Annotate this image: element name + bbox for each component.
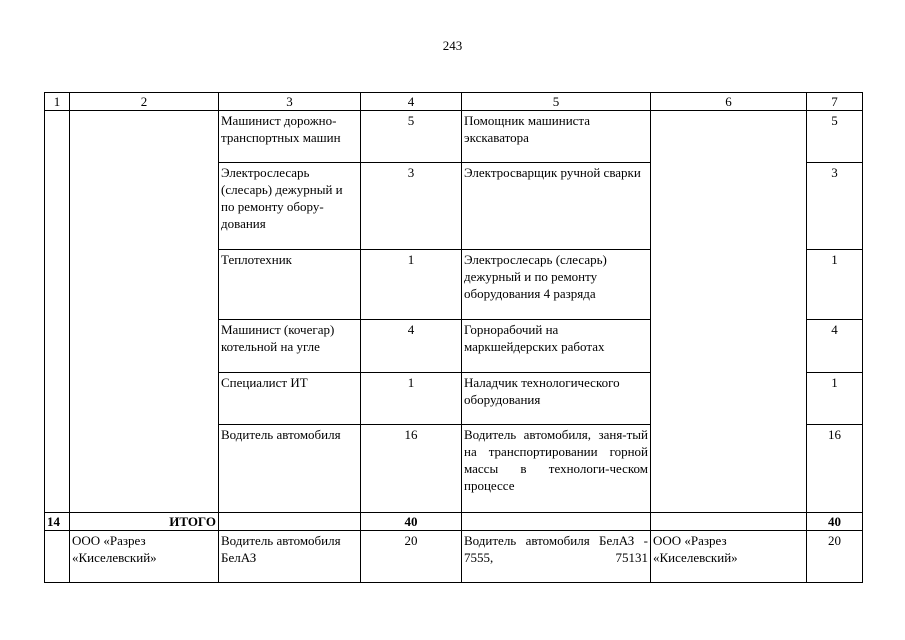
- merged-cell-col1: [45, 111, 70, 513]
- count-cell: 20: [361, 531, 462, 583]
- organization-cell: ООО «Разрез «Киселевский»: [651, 531, 807, 583]
- profession-cell: Машинист (кочегар) котельной на угле: [219, 320, 361, 373]
- profession-cell: Водитель автомобиля, заня-тый на транспортировании горной массы в технологи-ческом процессе: [462, 425, 651, 513]
- count-cell: 5: [807, 111, 863, 163]
- total-empty-cell: [462, 513, 651, 531]
- column-header: 1: [45, 93, 70, 111]
- profession-cell: Наладчик технологического оборудования: [462, 373, 651, 425]
- column-header: 6: [651, 93, 807, 111]
- column-header: 5: [462, 93, 651, 111]
- count-cell: 1: [361, 373, 462, 425]
- column-header: 7: [807, 93, 863, 111]
- count-cell: 20: [807, 531, 863, 583]
- count-cell: 3: [361, 163, 462, 250]
- staff-table: [44, 92, 863, 583]
- count-cell: 16: [807, 425, 863, 513]
- total-count: 40: [361, 513, 462, 531]
- empty-cell: [45, 531, 70, 583]
- total-empty-cell: [651, 513, 807, 531]
- profession-cell: Теплотехник: [219, 250, 361, 320]
- organization-cell: ООО «Разрез «Киселевский»: [70, 531, 219, 583]
- profession-cell: Машинист дорожно-транспортных машин: [219, 111, 361, 163]
- profession-cell: Электросварщик ручной сварки: [462, 163, 651, 250]
- profession-cell: Водитель автомобиля БелАЗ - 7555, 75131: [462, 531, 651, 583]
- table-row: [45, 531, 863, 583]
- column-header: 3: [219, 93, 361, 111]
- profession-cell: Водитель автомобиля БелАЗ: [219, 531, 361, 583]
- profession-cell: Водитель автомобиля: [219, 425, 361, 513]
- count-cell: 16: [361, 425, 462, 513]
- profession-cell: Помощник машиниста экскаватора: [462, 111, 651, 163]
- profession-cell: Электрослесарь (слесарь) дежурный и по ремонту обору-дования: [219, 163, 361, 250]
- count-cell: 1: [807, 373, 863, 425]
- merged-cell-col2: [70, 111, 219, 513]
- profession-cell: Электрослесарь (слесарь) дежурный и по ремонту оборудования 4 разряда: [462, 250, 651, 320]
- count-cell: 1: [807, 250, 863, 320]
- column-header: 2: [70, 93, 219, 111]
- count-cell: 3: [807, 163, 863, 250]
- count-cell: 5: [361, 111, 462, 163]
- profession-cell: Горнорабочий на маркшейдерских работах: [462, 320, 651, 373]
- table-row: [45, 111, 863, 163]
- total-row: [45, 513, 863, 531]
- page-number: 243: [442, 38, 463, 53]
- column-header: 4: [361, 93, 462, 111]
- count-cell: 4: [361, 320, 462, 373]
- total-count: 40: [807, 513, 863, 531]
- total-empty-cell: [219, 513, 361, 531]
- total-number: 14: [45, 513, 70, 531]
- count-cell: 1: [361, 250, 462, 320]
- profession-cell: Специалист ИТ: [219, 373, 361, 425]
- count-cell: 4: [807, 320, 863, 373]
- total-label: ИТОГО: [70, 513, 219, 531]
- merged-cell-col6: [651, 111, 807, 513]
- table-header-row: [45, 93, 863, 111]
